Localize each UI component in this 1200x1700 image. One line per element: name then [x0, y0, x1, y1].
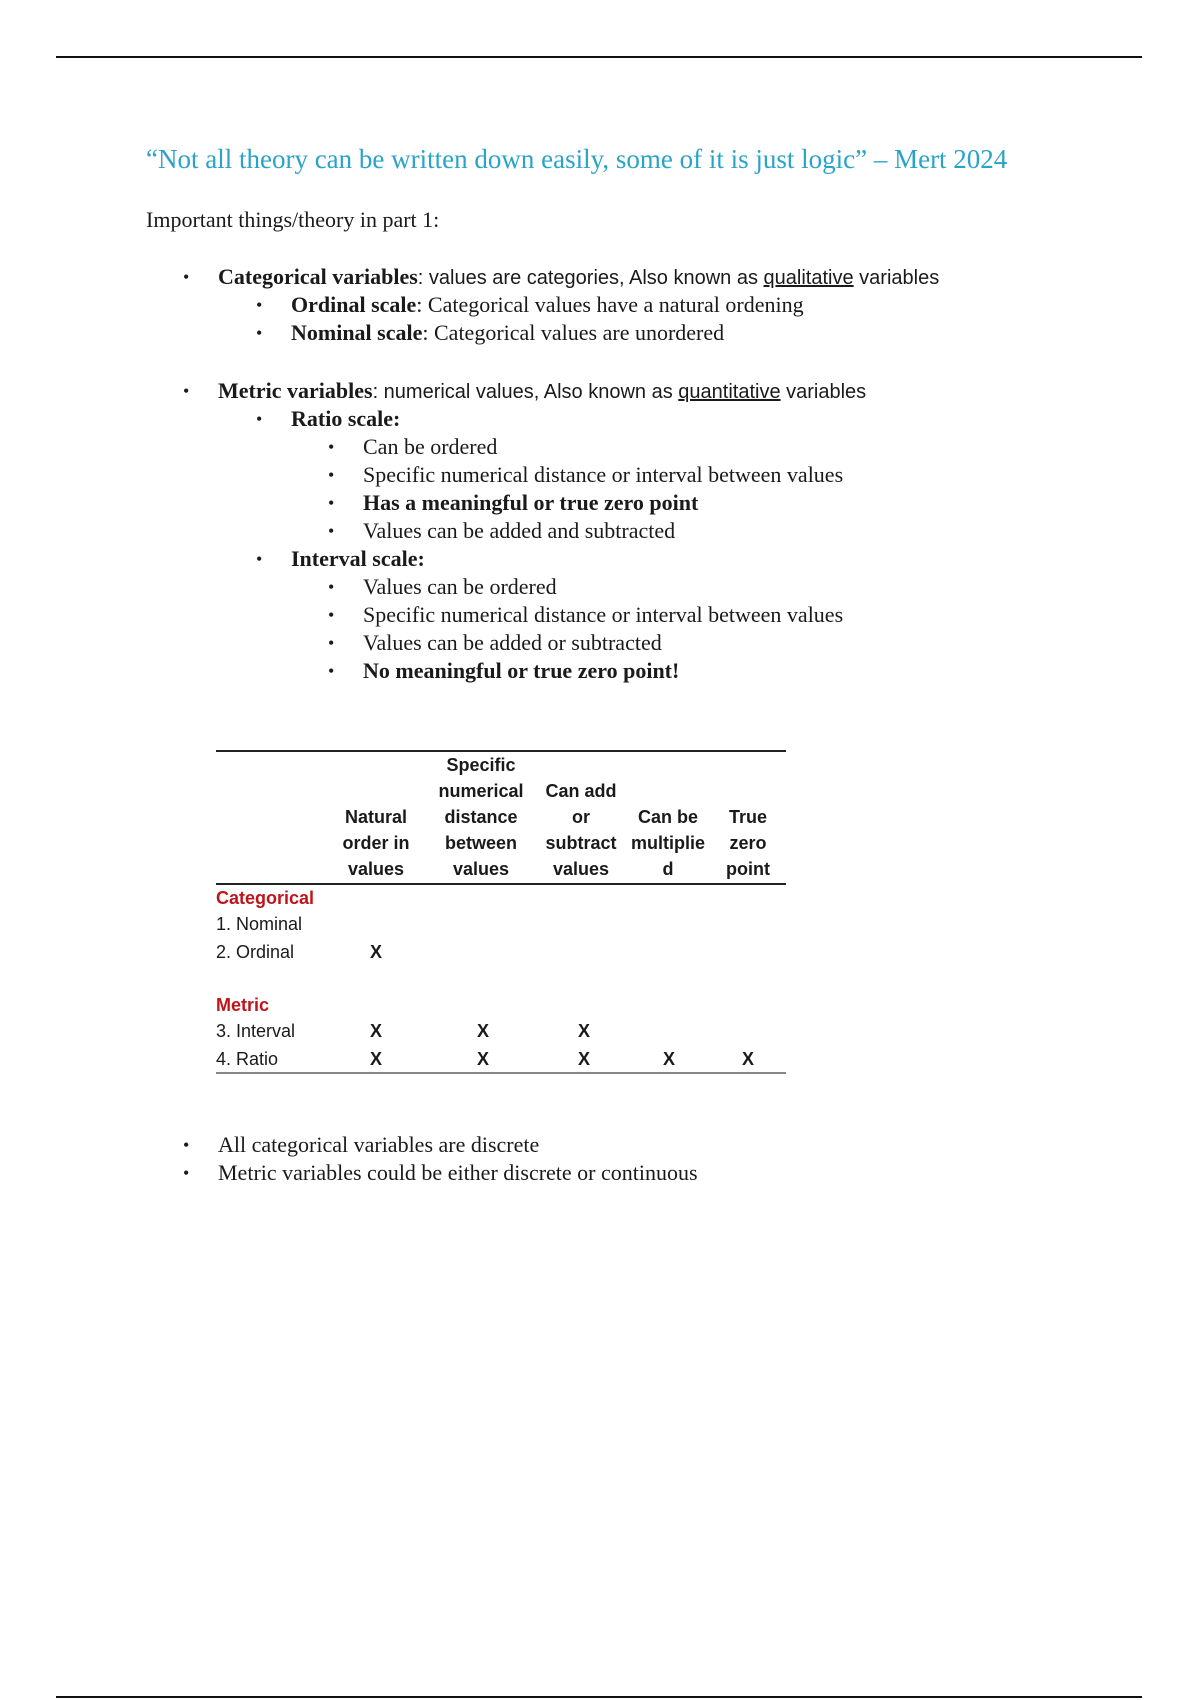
- bullet-icon: •: [256, 409, 263, 429]
- bullet-icon: •: [328, 465, 335, 485]
- header-specific-distance: [431, 752, 531, 882]
- row-nominal: 1. Nominal: [216, 914, 303, 934]
- interval-item-bold: [363, 657, 679, 685]
- ratio-term: Ratio scale:: [291, 406, 401, 431]
- mark-ratio-true-zero: X: [741, 1049, 754, 1069]
- ratio-item: Values can be added and subtracted: [363, 518, 676, 543]
- header-add-subtract: [536, 778, 626, 882]
- bullet-icon: •: [328, 661, 335, 681]
- mark-ratio-add-subtract: X: [577, 1049, 590, 1069]
- header-line: order in: [342, 833, 410, 853]
- table-bottom-rule: [216, 1072, 786, 1074]
- header-line: values: [552, 859, 610, 879]
- header-line: multiplie: [630, 833, 705, 853]
- bullet-icon: •: [328, 577, 335, 597]
- ordinal-term: Ordinal scale: [291, 292, 417, 317]
- scale-comparison-table: [216, 750, 786, 1075]
- ratio-item: Specific numerical distance or interval between values: [363, 462, 844, 487]
- bullet-icon: •: [328, 605, 335, 625]
- header-line: Can be: [637, 807, 698, 827]
- header-line: Specific: [446, 755, 516, 775]
- nominal-text: : Categorical values are unordered: [422, 320, 725, 345]
- mark-ratio-natural-order: X: [369, 1049, 382, 1069]
- mark-ordinal-natural-order: X: [369, 942, 382, 962]
- bullet-icon: •: [256, 295, 263, 315]
- ratio-scale-heading: [291, 405, 400, 433]
- qualitative-word: qualitative: [763, 267, 854, 289]
- header-line: distance: [444, 807, 518, 827]
- header-line: or: [572, 807, 590, 827]
- interval-term: Interval scale:: [291, 546, 425, 571]
- metric-tail: variables: [780, 381, 867, 403]
- header-line: Can add: [545, 781, 617, 801]
- header-rule: [56, 56, 1142, 58]
- group-categorical: Categorical: [216, 888, 315, 908]
- nominal-scale-line: [291, 319, 724, 347]
- ratio-zero-point: Has a meaningful or true zero point: [363, 490, 699, 515]
- footer-bullet: All categorical variables are discrete: [218, 1132, 540, 1157]
- header-line: True: [728, 807, 767, 827]
- footer-bullet: Metric variables could be either discrete or continuous: [218, 1160, 698, 1185]
- bullet-icon: •: [328, 493, 335, 513]
- categorical-text: : values are categories, Also known as: [417, 267, 764, 289]
- header-line: d: [662, 859, 674, 879]
- row-ratio: 4. Ratio: [216, 1049, 279, 1069]
- ordinal-scale-line: [291, 291, 804, 319]
- header-line: subtract: [545, 833, 617, 853]
- header-line: zero: [729, 833, 767, 853]
- mark-interval-add-subtract: X: [577, 1021, 590, 1041]
- interval-item: Values can be added or subtracted: [363, 630, 662, 655]
- bullet-icon: •: [328, 437, 335, 457]
- metric-term: Metric variables: [218, 378, 373, 403]
- interval-scale-heading: [291, 545, 425, 573]
- header-multiplied: [626, 804, 710, 882]
- bullet-icon: •: [328, 521, 335, 541]
- header-line: values: [452, 859, 510, 879]
- interval-zero-point: No meaningful or true zero point!: [363, 658, 680, 683]
- interval-item: Specific numerical distance or interval between values: [363, 602, 844, 627]
- ratio-item-bold: [363, 489, 698, 517]
- header-line: numerical: [438, 781, 524, 801]
- bullet-icon: •: [256, 323, 263, 343]
- bullet-icon: •: [183, 267, 190, 287]
- mark-ratio-distance: X: [476, 1049, 489, 1069]
- ordinal-text: : Categorical values have a natural ordening: [416, 292, 804, 317]
- mark-ratio-multiplied: X: [662, 1049, 675, 1069]
- bullet-icon: •: [183, 1135, 190, 1155]
- interval-item: Values can be ordered: [363, 574, 557, 599]
- footer-rule: [56, 1696, 1142, 1698]
- header-line: point: [726, 859, 770, 879]
- bullet-icon: •: [328, 633, 335, 653]
- bullet-icon: •: [256, 549, 263, 569]
- header-true-zero: [716, 804, 780, 882]
- header-line: Natural: [344, 807, 407, 827]
- metric-variables-line: [218, 377, 866, 405]
- intro-text: Important things/theory in part 1:: [146, 207, 440, 232]
- mark-interval-distance: X: [476, 1021, 489, 1041]
- ratio-item: Can be ordered: [363, 434, 498, 459]
- header-natural-order: [329, 804, 423, 882]
- bullet-icon: •: [183, 1163, 190, 1183]
- group-metric: Metric: [216, 995, 270, 1015]
- page-quote: “Not all theory can be written down easily, some of it is just logic” – Mert 2024: [146, 144, 1008, 174]
- quantitative-word: quantitative: [678, 381, 781, 403]
- bullet-icon: •: [183, 381, 190, 401]
- categorical-variables-line: [218, 263, 939, 291]
- categorical-term: Categorical variables: [218, 264, 418, 289]
- categorical-tail: variables: [853, 267, 940, 289]
- row-ordinal: 2. Ordinal: [216, 942, 295, 962]
- nominal-term: Nominal scale: [291, 320, 423, 345]
- header-line: values: [347, 859, 405, 879]
- header-line: between: [444, 833, 518, 853]
- metric-text: : numerical values, Also known as: [372, 381, 679, 403]
- row-interval: 3. Interval: [216, 1021, 296, 1041]
- mark-interval-natural-order: X: [369, 1021, 382, 1041]
